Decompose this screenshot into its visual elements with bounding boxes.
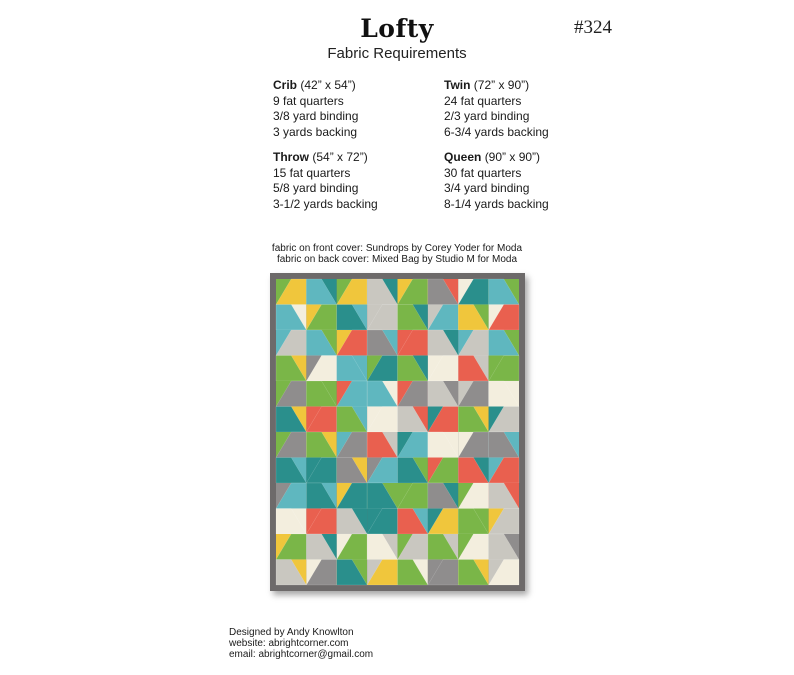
size-block-queen: [444, 150, 549, 212]
requirement-line: 30 fat quarters: [444, 165, 522, 180]
quilt-illustration: [270, 273, 525, 591]
size-dimensions: (54” x 72”): [312, 150, 368, 164]
pattern-number: #324: [574, 17, 612, 38]
requirement-line: 5/8 yard binding: [273, 181, 359, 195]
designer-email: email: abrightcorner@gmail.com: [229, 649, 374, 660]
size-dimensions: (42” x 54”): [300, 78, 356, 92]
size-name: Twin: [444, 78, 471, 92]
fabric-credits: [0, 243, 794, 265]
requirement-line: 3/8 yard binding: [273, 109, 359, 123]
size-block-twin: [444, 78, 549, 140]
requirement-line: 3-1/2 yards backing: [273, 196, 378, 211]
size-name: Queen: [444, 150, 482, 164]
designer-info: [229, 627, 373, 660]
requirement-line: 2/3 yard binding: [444, 109, 530, 123]
size-dimensions: (72” x 90”): [473, 78, 530, 92]
back-cover-credit: fabric on back cover: Mixed Bag by Studio M for Moda: [276, 254, 518, 265]
requirement-line: 24 fat quarters: [444, 93, 522, 108]
designer-website: website: abrightcorner.com: [229, 638, 349, 649]
size-block-throw: [273, 150, 378, 212]
size-heading: [444, 150, 549, 166]
pattern-title: Lofty: [360, 14, 434, 43]
size-name: Crib: [273, 78, 297, 92]
requirement-line: 9 fat quarters: [273, 93, 344, 108]
designer-name: Designed by Andy Knowlton: [229, 627, 354, 638]
requirement-line: 15 fat quarters: [273, 165, 351, 180]
requirement-line: 3/4 yard binding: [444, 181, 530, 195]
size-dimensions: (90” x 90”): [484, 150, 541, 164]
size-heading: [273, 78, 358, 94]
front-cover-credit: fabric on front cover: Sundrops by Corey Yoder for Moda: [271, 243, 523, 254]
size-name: Throw: [273, 150, 309, 164]
requirement-line: 8-1/4 yards backing: [444, 196, 549, 211]
size-block-crib: [273, 78, 358, 140]
quilt-image: [270, 273, 525, 591]
requirement-line: 3 yards backing: [273, 124, 358, 139]
size-heading: [273, 150, 378, 166]
size-heading: [444, 78, 549, 94]
requirement-line: 6-3/4 yards backing: [444, 124, 549, 139]
section-subtitle: Fabric Requirements: [327, 45, 467, 62]
